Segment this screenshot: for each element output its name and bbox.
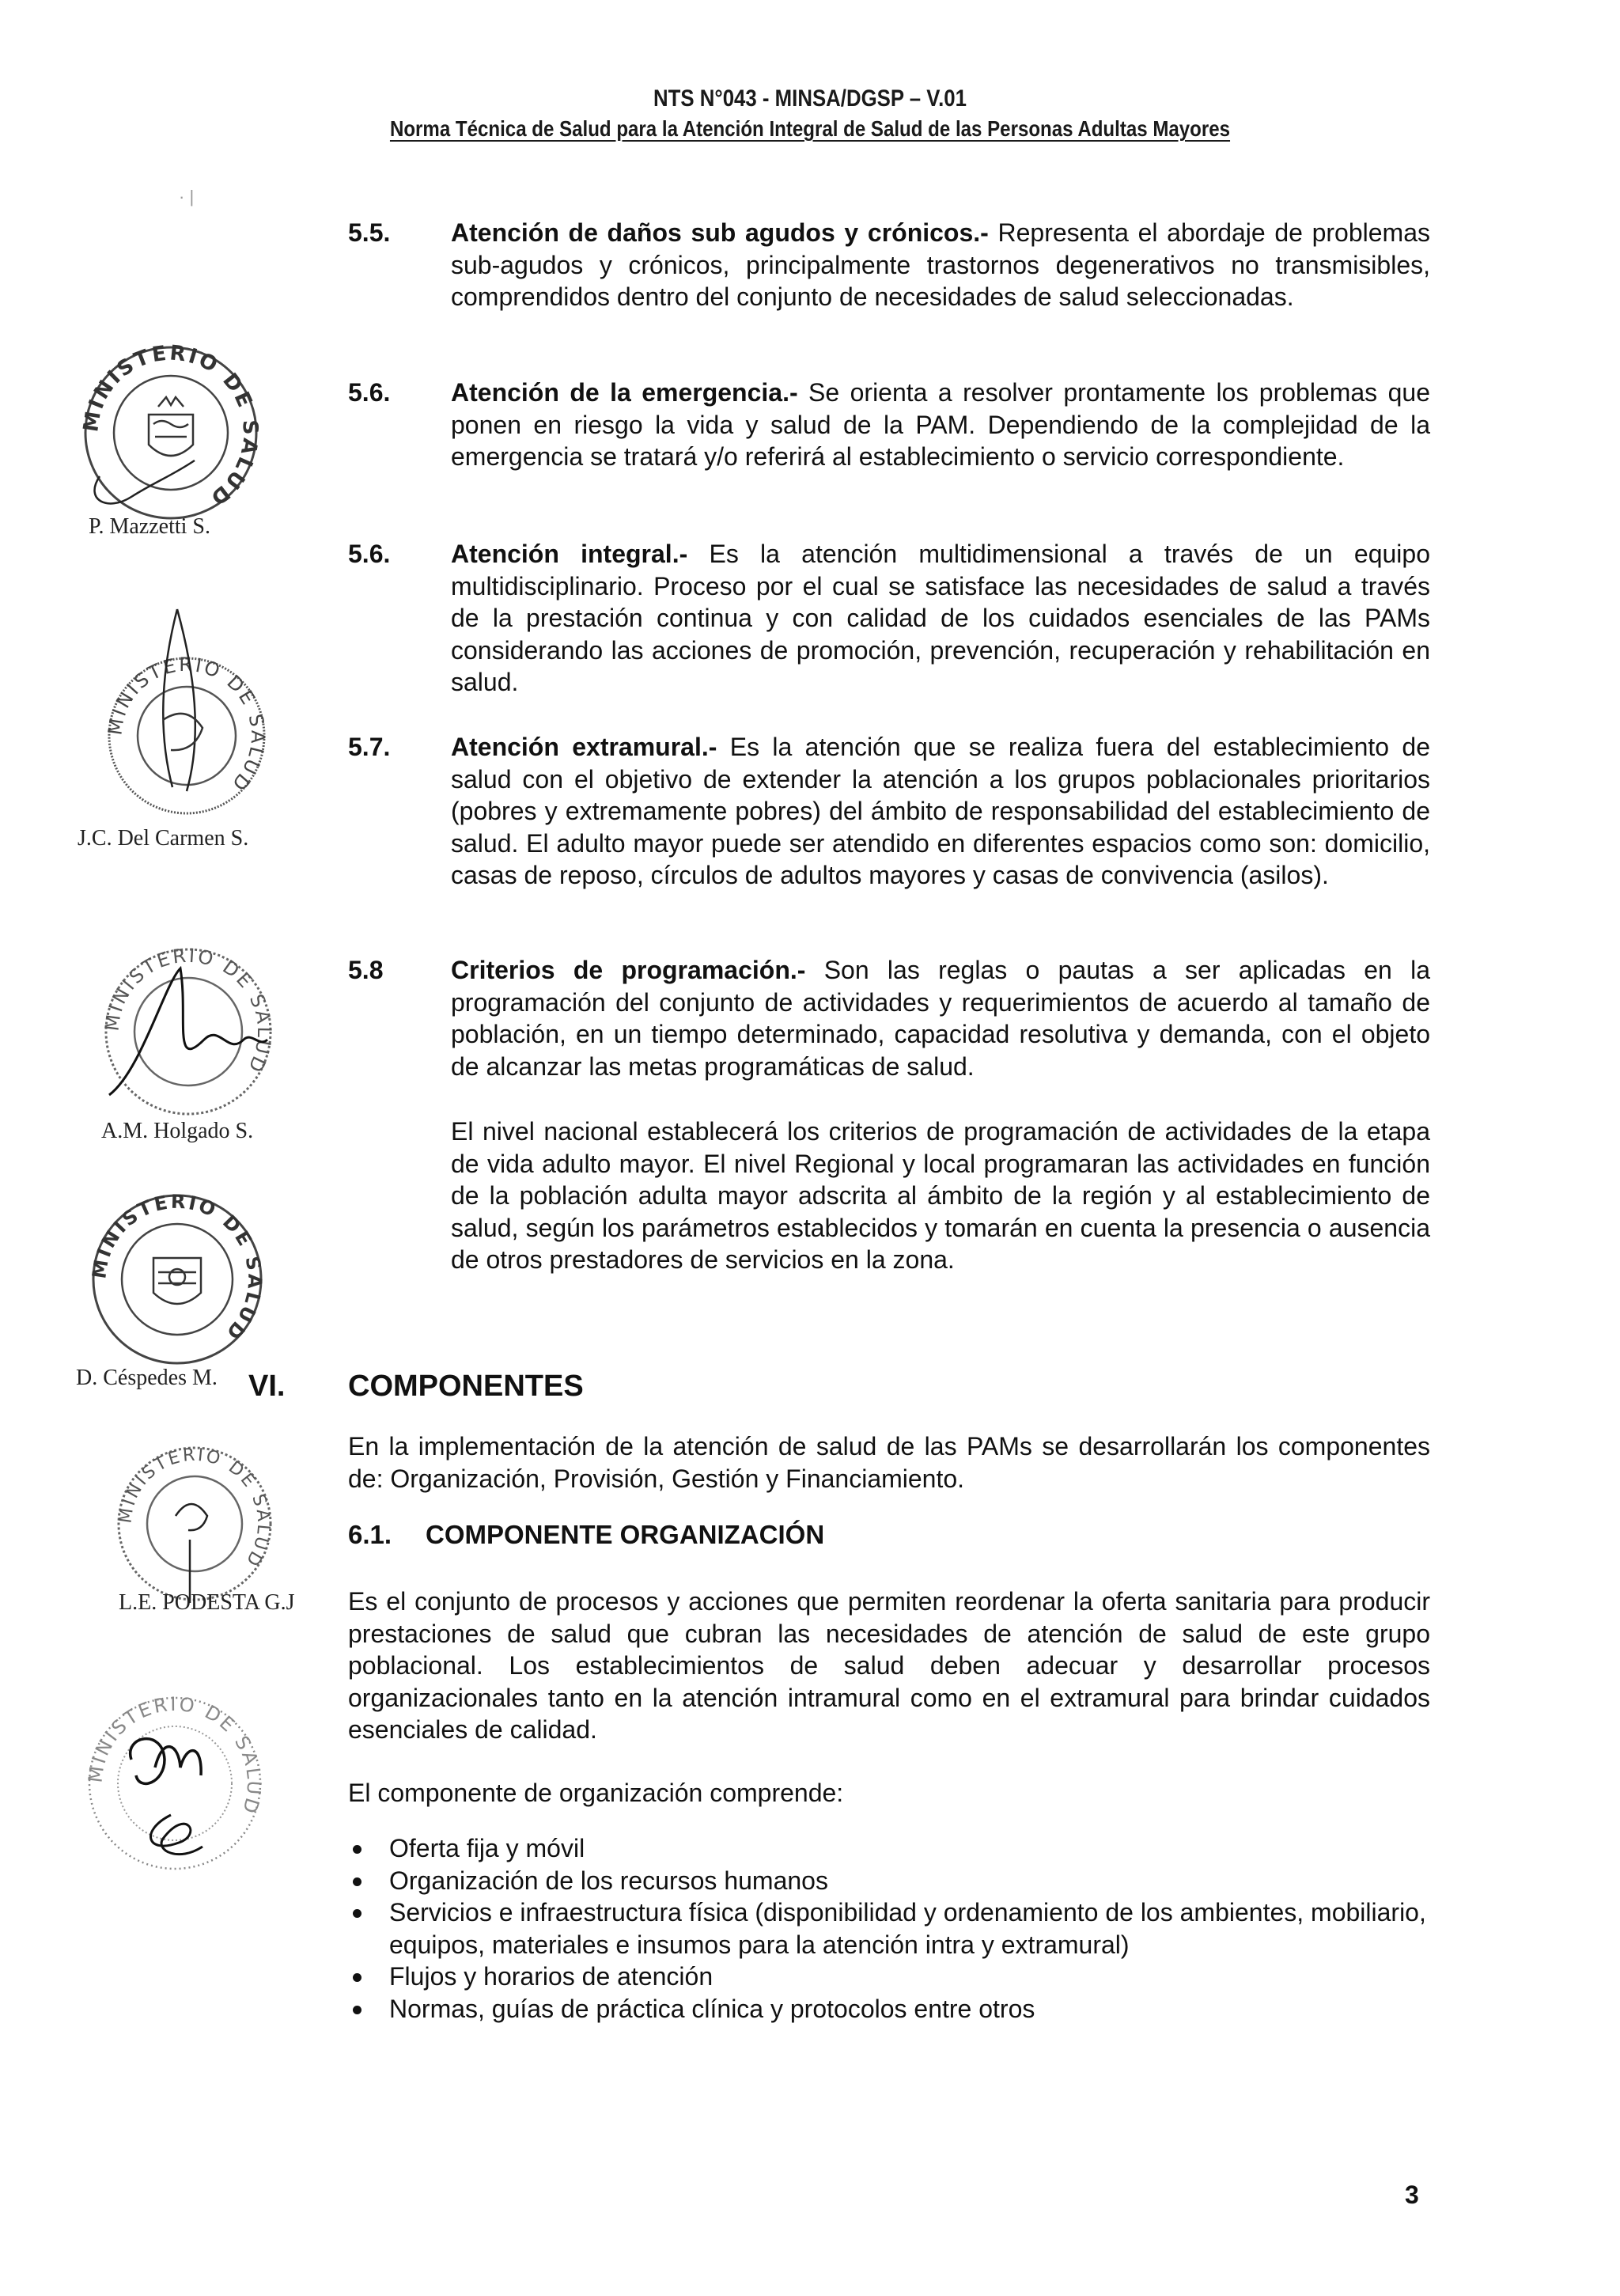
signature-name: D. Céspedes M. [76,1366,218,1390]
ministry-seal-icon [84,601,274,823]
list-item: Oferta fija y móvil [348,1832,1430,1865]
list-item: Normas, guías de práctica clínica y protocolos entre otros [348,1993,1430,2025]
ministry-seal-icon [93,937,283,1127]
ministry-seal-icon [76,1680,266,1886]
section-paragraph [451,377,1430,473]
document-code: NTS N°043 - MINSA/DGSP – V.01 [653,85,967,112]
section-number: 5.8 [348,956,384,984]
signature-name: A.M. Holgado S. [101,1119,254,1143]
ministry-seal-icon [108,1437,282,1611]
page-header [113,84,1506,144]
svg-text:MINISTERIO DE SALUD: MINISTERIO DE SALUD [100,944,276,1078]
chapter-title: COMPONENTES [348,1370,584,1403]
stray-mark: · | [179,187,195,206]
section-term: Atención de la emergencia.- [451,378,798,407]
component-list [348,1832,1430,2025]
bullet-icon [353,1845,361,1854]
section-number: 5.7. [348,733,391,761]
svg-text:MINISTERIO DE SALUD: MINISTERIO DE SALUD [79,342,263,511]
section-number: 5.5. [348,218,391,247]
section-term: Atención extramural.- [451,733,717,761]
signature-name: P. Mazzetti S. [89,514,210,539]
signature-name: L.E. PODESTA G.J [119,1590,295,1615]
section-number: 5.6. [348,540,391,568]
bullet-icon [353,2006,361,2014]
signature-name: J.C. Del Carmen S. [78,826,249,851]
subsection-paragraph: Es el conjunto de procesos y acciones que permiten reordenar la oferta sanitaria para producir prestaciones de salud que cubran las necesidades de atención de salud de este grupo poblacional. Los establecimientos de salud deben adecuar y desarrollar procesos organizacionales tanto en la atención intramural como en el extramural para brindar cuidados esenciales de calidad. [348,1587,1430,1744]
svg-text:MINISTERIO DE SALUD: MINISTERIO DE SALUD [104,653,270,797]
section-paragraph [451,217,1430,313]
document-title: Norma Técnica de Salud para la Atención Integral de Salud de las Personas Adultas Mayores [389,116,1231,141]
section-paragraph [451,538,1430,699]
chapter-number: VI. [248,1370,286,1403]
svg-text:MINISTERIO DE SALUD: MINISTERIO DE SALUD [84,1692,266,1818]
section-paragraph [451,954,1430,1082]
bullet-icon [353,1973,361,1982]
svg-text:MINISTERIO DE SALUD: MINISTERIO DE SALUD [88,1190,267,1346]
subsection-lead: El componente de organización comprende: [348,1779,844,1807]
list-item: Flujos y horarios de atención [348,1961,1430,1993]
section-text: Son las reglas o pautas a ser aplicadas en la programación del conjunto de actividades y requerimientos de acuerdo al tamaño de población, en un tiempo determinado, capacidad resolutiva y demanda, con el objeto de alcanzar las metas programáticas de salud. [451,956,1431,1081]
list-item: Servicios e infraestructura física (disponibilidad y ordenamiento de los ambientes, mobiliario, equipos, materiales e insumos para la atención intra y extramural) [348,1896,1430,1961]
list-item: Organización de los recursos humanos [348,1865,1430,1897]
section-number: 5.6. [348,378,391,407]
section-text: Se orienta a resolver prontamente los problemas que ponen en riesgo la vida y salud de la PAM. Dependiendo de la complejidad de la emergencia se tratará y/o referirá al establecimiento o servicio correspondiente. [451,378,1431,471]
bullet-icon [353,1877,361,1886]
ministry-seal-icon [82,1188,272,1370]
section-term: Atención de daños sub agudos y crónicos.- [451,218,989,247]
subsection-title: COMPONENTE ORGANIZACIÓN [426,1520,825,1549]
chapter-intro: En la implementación de la atención de salud de las PAMs se desarrollarán los componentes de: Organización, Provisión, Gestión y Financiamiento. [348,1432,1430,1493]
section-paragraph-extra: El nivel nacional establecerá los criterios de programación de actividades de la etapa de vida adulto mayor. El nivel Regional y local programaran las actividades en función de la población adulta mayor adscrita al ámbito de la región y al establecimiento de salud, según los parámetros establecidos y tomarán en cuenta la presencia o ausencia de otros prestadores de servicios en la zona. [451,1117,1430,1274]
section-text: Representa el abordaje de problemas sub-agudos y crónicos, principalmente trastornos degenerativos no transmisibles, comprendidos dentro del conjunto de necesidades de salud seleccionadas. [451,218,1431,311]
section-term: Criterios de programación.- [451,956,806,984]
bullet-icon [353,1909,361,1918]
section-text: Es la atención que se realiza fuera del establecimiento de salud con el objetivo de extender la atención a los grupos poblacionales prioritarios (pobres y extremamente pobres) del ámbito de responsabilidad del establecimiento de salud. El adulto mayor puede ser atendido en diferentes espacios como son: domicilio, casas de reposo, círculos de adultos mayores y casas de convivencia (asilos). [451,733,1431,889]
section-term: Atención integral.- [451,540,688,568]
section-text: Es la atención multidimensional a través de un equipo multidisciplinario. Proceso por el cual se satisface las necesidades de salud a través de la prestación continua y con calidad de los cuidados esenciales de las PAMs considerando las acciones de promoción, prevención, recuperación y rehabilitación en salud. [451,540,1431,696]
ministry-seal-icon [76,342,266,524]
svg-text:MINISTERIO DE SALUD: MINISTERIO DE SALUD [115,1445,274,1571]
section-paragraph [451,731,1430,892]
page-number: 3 [1405,2180,1419,2209]
subsection-number: 6.1. [348,1520,392,1549]
